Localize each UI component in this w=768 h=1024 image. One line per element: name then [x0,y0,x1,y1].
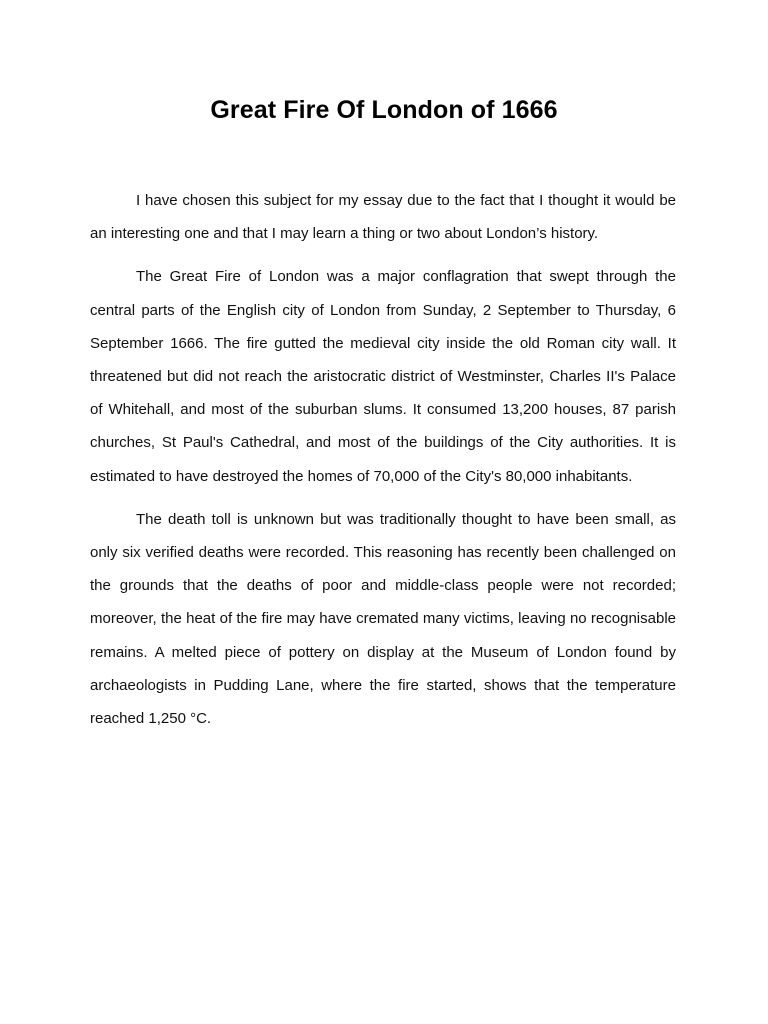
document-body [90,184,676,745]
document-title: Great Fire Of London of 1666 [210,96,558,124]
paragraph-fire-description: The Great Fire of London was a major conflagration that swept through the central parts of the English city of London from Sunday, 2 September to Thursday, 6 September 1666. The fire gutted the medieval city inside the old Roman city wall. It threatened but did not reach the aristocratic district of Westminster, Charles II's Palace of Whitehall, and most of the suburban slums. It consumed 13,200 houses, 87 parish churches, St Paul's Cathedral, and most of the buildings of the City authorities. It is estimated to have destroyed the homes of 70,000 of the City's 80,000 inhabitants. [90,268,676,485]
paragraph-intro: I have chosen this subject for my essay due to the fact that I thought it would be an interesting one and that I may learn a thing or two about London’s history. [90,192,676,243]
paragraph-death-toll: The death toll is unknown but was traditionally thought to have been small, as only six verified deaths were recorded. This reasoning has recently been challenged on the grounds that the deaths of poor and middle-class people were not recorded; moreover, the heat of the fire may have cremated many victims, leaving no recognisable remains. A melted piece of pottery on display at the Museum of London found by archaeologists in Pudding Lane, where the fire started, shows that the temperature reached 1,250 °C. [90,510,676,728]
